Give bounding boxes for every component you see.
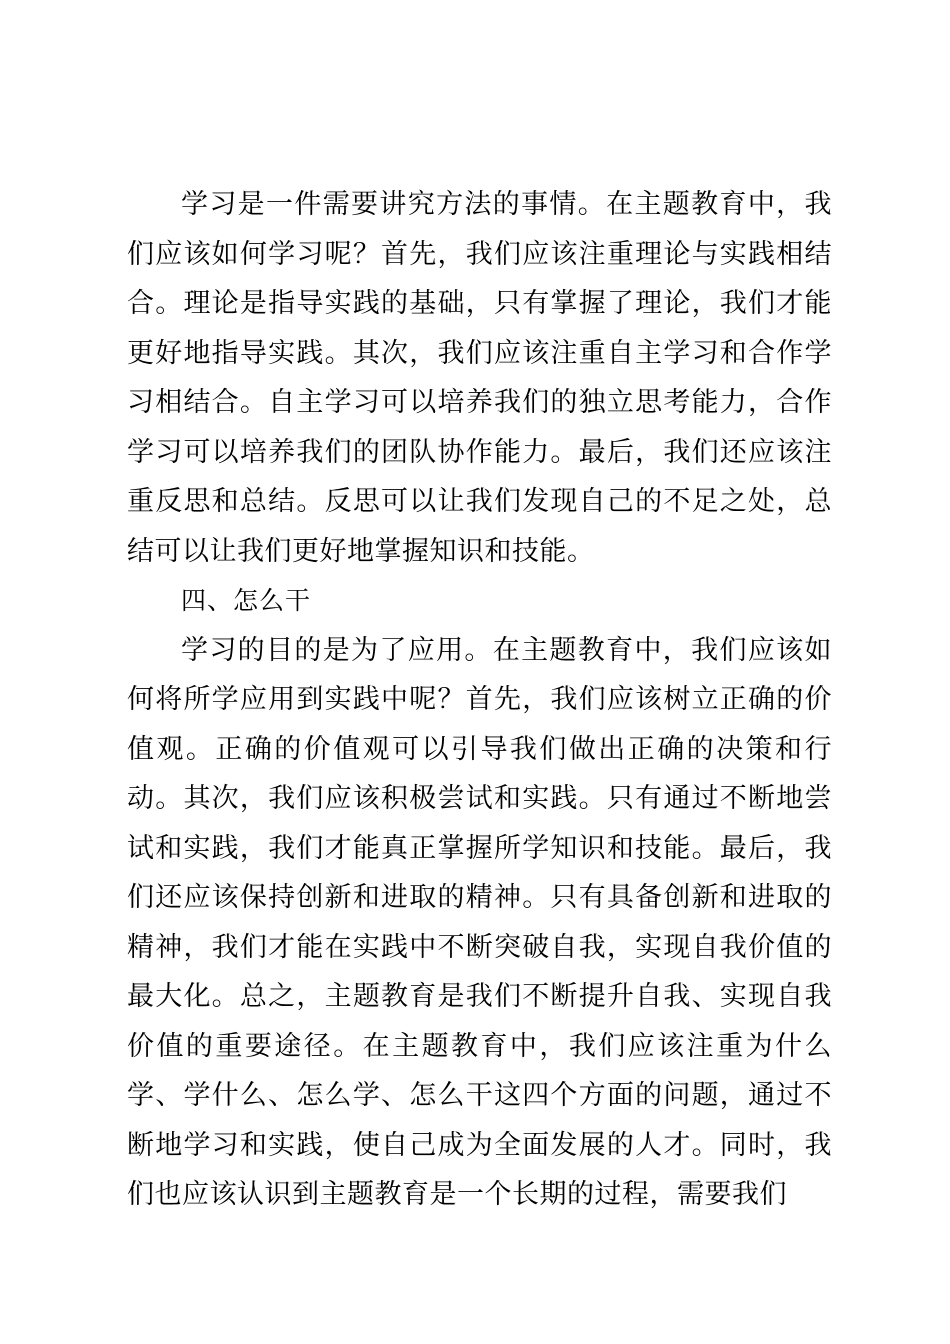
document-body	[127, 180, 832, 1220]
section-heading: 四、怎么干	[181, 586, 312, 615]
paragraph-application: 学习的目的是为了应用。在主题教育中，我们应该如何将所学应用到实践中呢？首先，我们应该树立正确的价值观。正确的价值观可以引导我们做出正确的决策和行动。其次，我们应该积极尝试和实践。只有通过不断地尝试和实践，我们才能真正掌握所学知识和技能。最后，我们还应该保持创新和进取的精神。只有具备创新和进取的精神，我们才能在实践中不断突破自我，实现自我价值的最大化。总之，主题教育是我们不断提升自我、实现自我价值的重要途径。在主题教育中，我们应该注重为什么学、学什么、怎么学、怎么干这四个方面的问题，通过不断地学习和实践，使自己成为全面发展的人才。同时，我们也应该认识到主题教育是一个长期的过程，需要我们	[127, 634, 832, 1210]
paragraph-learning-methods: 学习是一件需要讲究方法的事情。在主题教育中，我们应该如何学习呢？首先，我们应该注重理论与实践相结合。理论是指导实践的基础，只有掌握了理论，我们才能更好地指导实践。其次，我们应该注重自主学习和合作学习相结合。自主学习可以培养我们的独立思考能力，合作学习可以培养我们的团队协作能力。最后，我们还应该注重反思和总结。反思可以让我们发现自己的不足之处，总结可以让我们更好地掌握知识和技能。	[127, 189, 832, 567]
